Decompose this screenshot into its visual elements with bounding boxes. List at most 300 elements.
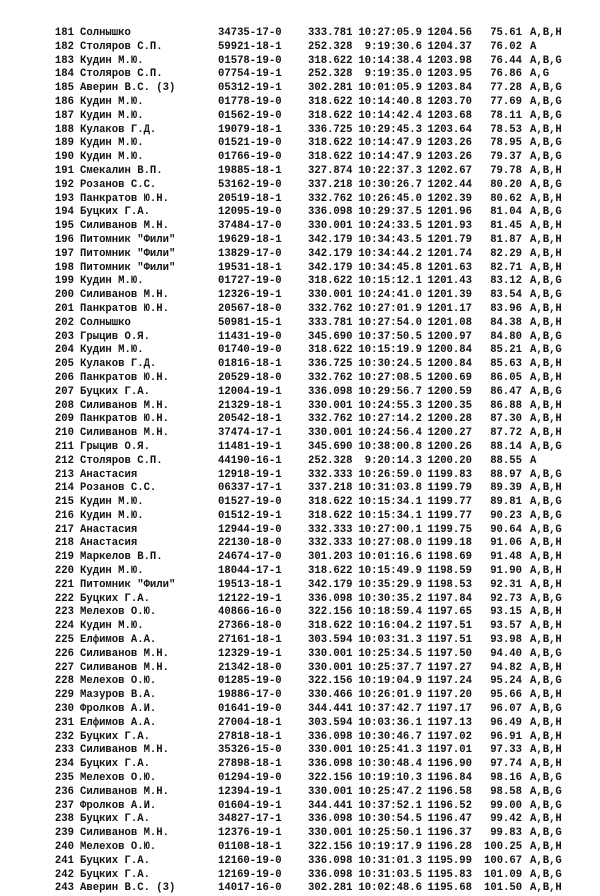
fancier-name: Буцких Г.А. [80,758,150,771]
speed: 1201.79 [427,233,472,246]
ring-number: 12004-19-1 [218,385,282,398]
distance: 318.622 [308,565,353,578]
distance: 342.179 [308,233,353,246]
ring-number: 37474-17-1 [218,427,282,440]
groups: A,B,G [530,827,562,840]
groups: A,B,G [530,275,562,288]
arrival-time: 10:34:45.8 [358,261,422,274]
distance: 330.001 [308,744,353,757]
fancier-name: Питомник "Фили" [80,233,176,246]
arrival-time: 10:26:01.9 [358,689,422,702]
speed: 1198.53 [427,578,472,591]
points: 76.86 [490,68,522,81]
speed: 1200.84 [427,358,472,371]
arrival-time: 10:03:36.1 [358,716,422,729]
speed: 1198.59 [427,565,472,578]
place-number: 221 [54,578,74,591]
distance: 252.328 [308,68,353,81]
groups: A,B,G [530,772,562,785]
speed: 1202.39 [427,192,472,205]
groups: A,B,G [530,82,562,95]
distance: 322.156 [308,675,353,688]
groups: A,B,H [530,758,562,771]
speed: 1203.68 [427,109,472,122]
groups: A,B,H [530,192,562,205]
ring-number: 19531-18-1 [218,261,282,274]
points: 93.15 [490,606,522,619]
fancier-name: Кудин М.Ю. [80,509,144,522]
distance: 344.441 [308,799,353,812]
groups: A,B,H [530,730,562,743]
arrival-time: 10:15:34.1 [358,509,422,522]
groups: A,B,H [530,537,562,550]
place-number: 205 [54,358,74,371]
ring-number: 53162-19-0 [218,178,282,191]
points: 83.54 [490,289,522,302]
points: 93.98 [490,634,522,647]
place-number: 213 [54,468,74,481]
groups: A,B,H [530,606,562,619]
arrival-time: 10:18:59.4 [358,606,422,619]
distance: 330.001 [308,427,353,440]
ring-number: 19885-18-1 [218,164,282,177]
fancier-name: Елфимов А.А. [80,716,157,729]
groups: A,B,H [530,661,562,674]
ring-number: 01527-19-0 [218,496,282,509]
distance: 345.690 [308,440,353,453]
speed: 1202.67 [427,164,472,177]
ring-number: 01604-19-1 [218,799,282,812]
speed: 1197.20 [427,689,472,702]
ring-number: 01816-18-1 [218,358,282,371]
distance: 336.098 [308,868,353,881]
ring-number: 07754-19-1 [218,68,282,81]
points: 91.48 [490,551,522,564]
groups: A,B,H [530,882,562,895]
fancier-name: Силиванов М.Н. [80,427,170,440]
place-number: 206 [54,371,74,384]
fancier-name: Панкратов Ю.Н. [80,192,170,205]
fancier-name: Кудин М.Ю. [80,95,144,108]
speed: 1199.75 [427,523,472,536]
place-number: 181 [54,27,74,39]
points: 84.38 [490,316,522,329]
speed: 1196.84 [427,772,472,785]
fancier-name: Столяров С.П. [80,40,163,53]
groups: A,B,G [530,523,562,536]
arrival-time: 10:22:37.3 [358,164,422,177]
arrival-time: 10:19:17.9 [358,841,422,854]
ring-number: 01778-19-0 [218,95,282,108]
speed: 1197.17 [427,703,472,716]
arrival-time: 10:14:38.4 [358,54,422,67]
speed: 1196.90 [427,758,472,771]
distance: 336.725 [308,123,353,136]
arrival-time: 10:30:48.4 [358,758,422,771]
ring-number: 01294-19-0 [218,772,282,785]
points: 98.58 [490,785,522,798]
groups: A,B,H [530,565,562,578]
speed: 1201.43 [427,275,472,288]
ring-number: 11481-19-1 [218,440,282,453]
groups: A,B,G [530,703,562,716]
place-number: 186 [54,95,74,108]
ring-number: 20529-18-0 [218,371,282,384]
points: 94.82 [490,661,522,674]
place-number: 208 [54,399,74,412]
groups: A,B,H [530,482,562,495]
place-number: 199 [54,275,74,288]
arrival-time: 10:16:04.2 [358,620,422,633]
place-number: 187 [54,109,74,122]
points: 83.12 [490,275,522,288]
ring-number: 19886-17-0 [218,689,282,702]
speed: 1200.97 [427,330,472,343]
arrival-time: 10:30:54.5 [358,813,422,826]
arrival-time: 10:27:08.5 [358,371,422,384]
points: 99.42 [490,813,522,826]
place-number: 242 [54,868,74,881]
place-number: 224 [54,620,74,633]
speed: 1196.47 [427,813,472,826]
groups: A [530,454,537,467]
fancier-name: Кудин М.Ю. [80,275,144,288]
distance: 252.328 [308,454,353,467]
place-number: 228 [54,675,74,688]
ring-number: 01108-18-1 [218,841,282,854]
distance: 318.622 [308,344,353,357]
speed: 1203.95 [427,68,472,81]
place-number: 184 [54,68,74,81]
speed: 1198.69 [427,551,472,564]
speed: 1195.83 [427,868,472,881]
ring-number: 01641-19-0 [218,703,282,716]
speed: 1201.39 [427,289,472,302]
place-number: 220 [54,565,74,578]
ring-number: 01512-19-1 [218,509,282,522]
points: 89.39 [490,482,522,495]
place-number: 209 [54,413,74,426]
groups: A,B,H [530,302,562,315]
place-number: 203 [54,330,74,343]
points: 81.04 [490,206,522,219]
distance: 345.690 [308,330,353,343]
distance: 318.622 [308,620,353,633]
arrival-time: 10:15:19.9 [358,344,422,357]
points: 98.16 [490,772,522,785]
place-number: 188 [54,123,74,136]
speed: 1195.99 [427,854,472,867]
place-number: 194 [54,206,74,219]
ring-number: 12918-19-1 [218,468,282,481]
groups: A,B,H [530,427,562,440]
fancier-name: Кудин М.Ю. [80,496,144,509]
groups: A,B,G [530,468,562,481]
speed: 1199.79 [427,482,472,495]
speed: 1201.96 [427,206,472,219]
speed: 1197.02 [427,730,472,743]
fancier-name: Кудин М.Ю. [80,620,144,633]
fancier-name: Солнышко [80,27,131,39]
speed: 1196.58 [427,785,472,798]
fancier-name: Буцких Г.А. [80,206,150,219]
groups: A,B,G [530,109,562,122]
fancier-name: Кудин М.Ю. [80,151,144,164]
arrival-time: 9:19:30.6 [364,40,422,53]
distance: 302.281 [308,82,353,95]
arrival-time: 10:37:52.1 [358,799,422,812]
place-number: 227 [54,661,74,674]
groups: A,B,G [530,385,562,398]
groups: A,B,G [530,785,562,798]
distance: 332.333 [308,537,353,550]
place-number: 195 [54,220,74,233]
groups: A,B,H [530,689,562,702]
place-number: 218 [54,537,74,550]
speed: 1201.08 [427,316,472,329]
ring-number: 12095-19-0 [218,206,282,219]
speed: 1199.77 [427,509,472,522]
groups: A,B,H [530,371,562,384]
fancier-name: Аверин В.С. (3) [80,82,176,95]
distance: 332.333 [308,523,353,536]
ring-number: 01766-19-0 [218,151,282,164]
groups: A,B,H [530,358,562,371]
arrival-time: 10:01:16.6 [358,551,422,564]
arrival-time: 10:02:48.6 [358,882,422,895]
arrival-time: 10:26:45.0 [358,192,422,205]
place-number: 219 [54,551,74,564]
points: 84.80 [490,330,522,343]
fancier-name: Мелехов О.Ю. [80,675,157,688]
place-number: 229 [54,689,74,702]
distance: 252.328 [308,40,353,53]
fancier-name: Розанов С.С. [80,482,157,495]
ring-number: 05312-19-1 [218,82,282,95]
ring-number: 44190-16-1 [218,454,282,467]
arrival-time: 10:30:35.2 [358,592,422,605]
arrival-time: 10:24:55.3 [358,399,422,412]
groups: A,B,H [530,578,562,591]
arrival-time: 10:27:54.0 [358,316,422,329]
points: 85.63 [490,358,522,371]
speed: 1200.27 [427,427,472,440]
fancier-name: Кудин М.Ю. [80,54,144,67]
place-number: 201 [54,302,74,315]
points: 81.87 [490,233,522,246]
fancier-name: Силиванов М.Н. [80,289,170,302]
fancier-name: Мелехов О.Ю. [80,841,157,854]
fancier-name: Буцких Г.А. [80,730,150,743]
fancier-name: Фролков А.И. [80,703,157,716]
place-number: 196 [54,233,74,246]
arrival-time: 9:20:14.3 [364,454,422,467]
ring-number: 20542-18-1 [218,413,282,426]
arrival-time: 10:34:44.2 [358,247,422,260]
arrival-time: 10:25:34.5 [358,647,422,660]
arrival-time: 10:35:29.9 [358,578,422,591]
groups: A,B,G [530,799,562,812]
speed: 1199.77 [427,496,472,509]
ring-number: 20567-18-0 [218,302,282,315]
place-number: 222 [54,592,74,605]
distance: 336.098 [308,206,353,219]
place-number: 235 [54,772,74,785]
arrival-time: 10:30:46.7 [358,730,422,743]
points: 99.00 [490,799,522,812]
distance: 342.179 [308,247,353,260]
groups: A,B,G [530,54,562,67]
distance: 332.762 [308,302,353,315]
fancier-name: Силиванов М.Н. [80,744,170,757]
ring-number: 37484-17-0 [218,220,282,233]
groups: A,G [530,68,550,81]
groups: A,B,H [530,813,562,826]
speed: 1197.01 [427,744,472,757]
groups: A,B,H [530,399,562,412]
ring-number: 01562-19-0 [218,109,282,122]
fancier-name: Елфимов А.А. [80,634,157,647]
points: 83.96 [490,302,522,315]
fancier-name: Кулаков Г.Д. [80,123,157,136]
fancier-name: Грыцив О.Я. [80,330,150,343]
groups: A,B,H [530,233,562,246]
distance: 302.281 [308,882,353,895]
place-number: 238 [54,813,74,826]
distance: 342.179 [308,261,353,274]
distance: 333.781 [308,316,353,329]
distance: 336.098 [308,385,353,398]
distance: 342.179 [308,578,353,591]
ring-number: 27161-18-1 [218,634,282,647]
speed: 1200.20 [427,454,472,467]
place-number: 183 [54,54,74,67]
points: 90.64 [490,523,522,536]
distance: 330.001 [308,647,353,660]
distance: 322.156 [308,772,353,785]
ring-number: 27366-18-0 [218,620,282,633]
speed: 1199.83 [427,468,472,481]
distance: 303.594 [308,716,353,729]
arrival-time: 10:01:05.9 [358,82,422,95]
arrival-time: 10:29:56.7 [358,385,422,398]
arrival-time: 10:24:41.0 [358,289,422,302]
fancier-name: Розанов С.С. [80,178,157,191]
points: 85.21 [490,344,522,357]
distance: 330.001 [308,827,353,840]
place-number: 198 [54,261,74,274]
speed: 1203.84 [427,82,472,95]
arrival-time: 10:27:00.1 [358,523,422,536]
distance: 336.098 [308,854,353,867]
ring-number: 20519-18-1 [218,192,282,205]
speed: 1197.65 [427,606,472,619]
distance: 318.622 [308,137,353,150]
distance: 327.874 [308,164,353,177]
fancier-name: Питомник "Фили" [80,247,176,260]
groups: A,B,H [530,27,562,39]
speed: 1200.28 [427,413,472,426]
fancier-name: Силиванов М.Н. [80,399,170,412]
speed: 1201.63 [427,261,472,274]
arrival-time: 10:29:37.5 [358,206,422,219]
distance: 318.622 [308,151,353,164]
points: 78.11 [490,109,522,122]
place-number: 234 [54,758,74,771]
place-number: 210 [54,427,74,440]
speed: 1200.35 [427,399,472,412]
groups: A,B,G [530,206,562,219]
ring-number: 50981-15-1 [218,316,282,329]
groups: A,B,H [530,164,562,177]
points: 76.44 [490,54,522,67]
place-number: 239 [54,827,74,840]
fancier-name: Столяров С.П. [80,68,163,81]
place-number: 202 [54,316,74,329]
arrival-time: 10:25:50.1 [358,827,422,840]
speed: 1202.44 [427,178,472,191]
fancier-name: Кудин М.Ю. [80,137,144,150]
distance: 318.622 [308,496,353,509]
groups: A,B,G [530,344,562,357]
fancier-name: Мазуров В.А. [80,689,157,702]
arrival-time: 10:37:50.5 [358,330,422,343]
speed: 1204.56 [427,27,472,39]
fancier-name: Панкратов Ю.Н. [80,413,170,426]
points: 92.31 [490,578,522,591]
arrival-time: 10:25:37.7 [358,661,422,674]
points: 76.02 [490,40,522,53]
speed: 1197.51 [427,620,472,633]
place-number: 204 [54,344,74,357]
ring-number: 01727-19-0 [218,275,282,288]
place-number: 192 [54,178,74,191]
speed: 1200.84 [427,344,472,357]
place-number: 190 [54,151,74,164]
ring-number: 13829-17-0 [218,247,282,260]
place-number: 243 [54,882,74,895]
points: 100.67 [484,854,523,867]
points: 82.71 [490,261,522,274]
place-number: 241 [54,854,74,867]
speed: 1195.68 [427,882,472,895]
points: 96.07 [490,703,522,716]
groups: A,B,G [530,868,562,881]
distance: 330.001 [308,399,353,412]
place-number: 230 [54,703,74,716]
arrival-time: 10:30:24.5 [358,358,422,371]
arrival-time: 10:19:10.3 [358,772,422,785]
ring-number: 12326-19-1 [218,289,282,302]
ring-number: 21342-18-0 [218,661,282,674]
ring-number: 12160-19-0 [218,854,282,867]
fancier-name: Солнышко [80,316,131,329]
fancier-name: Кудин М.Ю. [80,109,144,122]
points: 86.47 [490,385,522,398]
place-number: 215 [54,496,74,509]
points: 91.90 [490,565,522,578]
ring-number: 12122-19-1 [218,592,282,605]
fancier-name: Анастасия [80,537,138,550]
fancier-name: Кулаков Г.Д. [80,358,157,371]
points: 81.45 [490,220,522,233]
groups: A [530,40,537,53]
groups: A,B,G [530,675,562,688]
ring-number: 35326-15-0 [218,744,282,757]
arrival-time: 10:34:43.5 [358,233,422,246]
points: 89.81 [490,496,522,509]
place-number: 232 [54,730,74,743]
